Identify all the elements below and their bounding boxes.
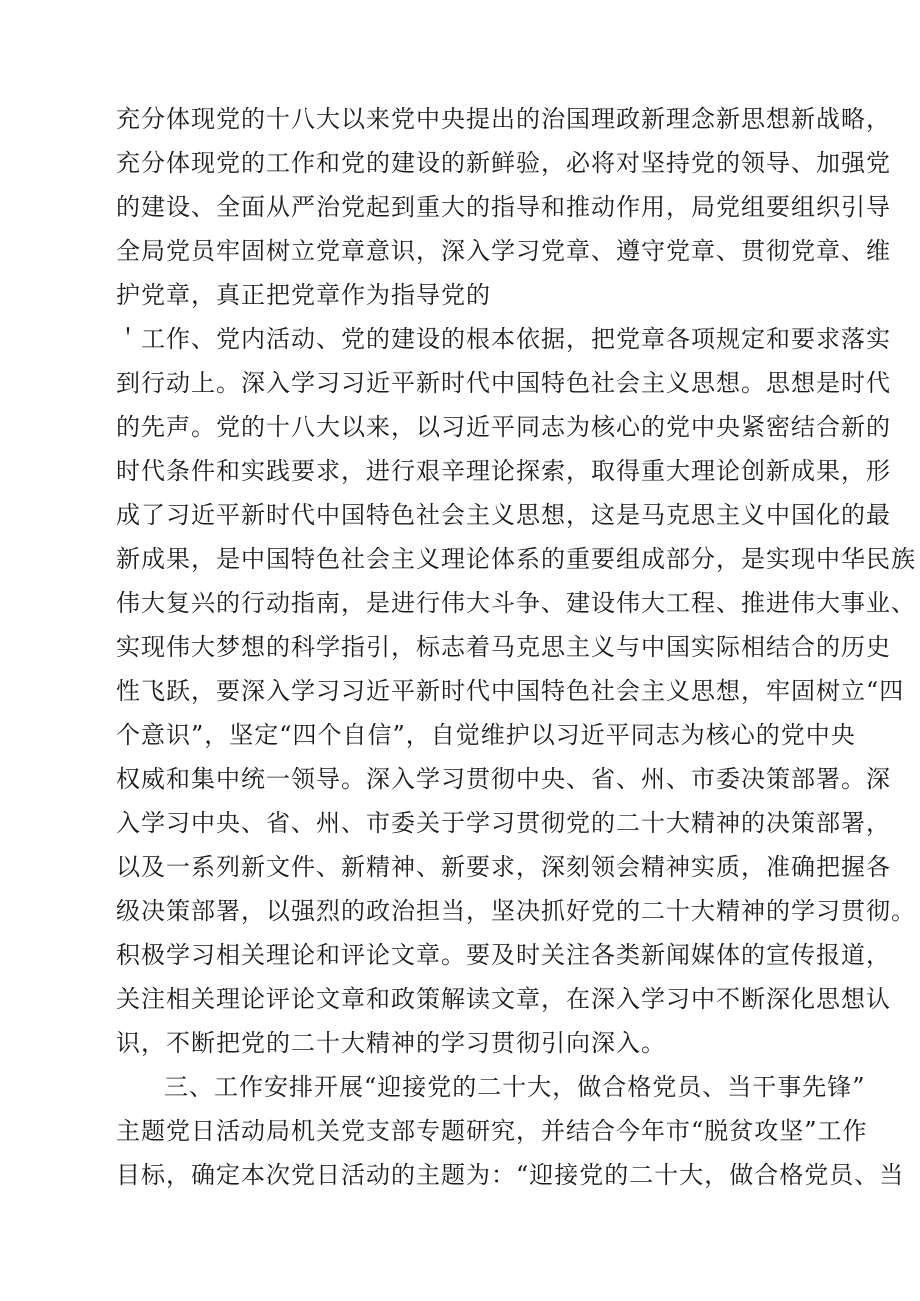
- text-line: 伟大复兴的行动指南，是进行伟大斗争、建设伟大工程、推进伟大事业、: [116, 589, 916, 617]
- body-text: [116, 97, 916, 1197]
- text-line: 实现伟大梦想的科学指引，标志着马克思主义与中国实际相结合的历史: [116, 633, 891, 661]
- text-line: 级决策部署，以强烈的政治担当，坚决抓好党的二十大精神的学习贯彻。: [116, 897, 916, 925]
- text-line: 个意识”，坚定“四个自信”，自觉维护以习近平同志为核心的党中央: [116, 721, 856, 749]
- text-line: 以及一系列新文件、新精神、新要求，深刻领会精神实质，准确把握各: [116, 853, 891, 881]
- text-line: 到行动上。深入学习习近平新时代中国特色社会主义思想。思想是时代: [116, 369, 891, 397]
- text-line: 时代条件和实践要求，进行艰辛理论探索，取得重大理论创新成果，形: [116, 457, 891, 485]
- text-line: 全局党员牢固树立党章意识，深入学习党章、遵守党章、贯彻党章、维: [116, 237, 891, 265]
- text-line: 主题党日活动局机关党支部专题研究，并结合今年市“脱贫攻坚”工作: [116, 1117, 868, 1145]
- text-line: 权威和集中统一领导。深入学习贯彻中央、省、州、市委决策部署。深: [116, 765, 891, 793]
- text-line: 充分体现党的工作和党的建设的新鲜验，必将对坚持党的领导、加强党: [116, 149, 891, 177]
- text-line: 的建设、全面从严治党起到重大的指导和推动作用，局党组要组织引导: [116, 193, 891, 221]
- text-line: 充分体现党的十八大以来党中央提出的治国理政新理念新思想新战略，: [116, 105, 891, 133]
- text-line: 积极学习相关理论和评论文章。要及时关注各类新闻媒体的宣传报道，: [116, 941, 891, 969]
- text-line: 护党章，真正把党章作为指导党的: [116, 281, 491, 309]
- text-line: 新成果，是中国特色社会主义理论体系的重要组成部分，是实现中华民族: [116, 545, 916, 573]
- text-line: 关注相关理论评论文章和政策解读文章，在深入学习中不断深化思想认: [116, 985, 891, 1013]
- text-line: 性飞跃，要深入学习习近平新时代中国特色社会主义思想，牢固树立“四: [116, 677, 905, 705]
- text-line: 成了习近平新时代中国特色社会主义思想，这是马克思主义中国化的最: [116, 501, 891, 529]
- text-line: ＇工作、党内活动、党的建设的根本依据，把党章各项规定和要求落实: [116, 325, 891, 353]
- text-line: 目标，确定本次党日活动的主题为：“迎接党的二十大，做合格党员、当: [116, 1161, 905, 1189]
- text-line: 识，不断把党的二十大精神的学习贯彻引向深入。: [116, 1029, 666, 1057]
- section-heading-line: 三、工作安排开展“迎接党的二十大，做合格党员、当干事先锋”: [164, 1073, 866, 1101]
- text-line: 入学习中央、省、州、市委关于学习贯彻党的二十大精神的决策部署，: [116, 809, 891, 837]
- text-line: 的先声。党的十八大以来，以习近平同志为核心的党中央紧密结合新的: [116, 413, 891, 441]
